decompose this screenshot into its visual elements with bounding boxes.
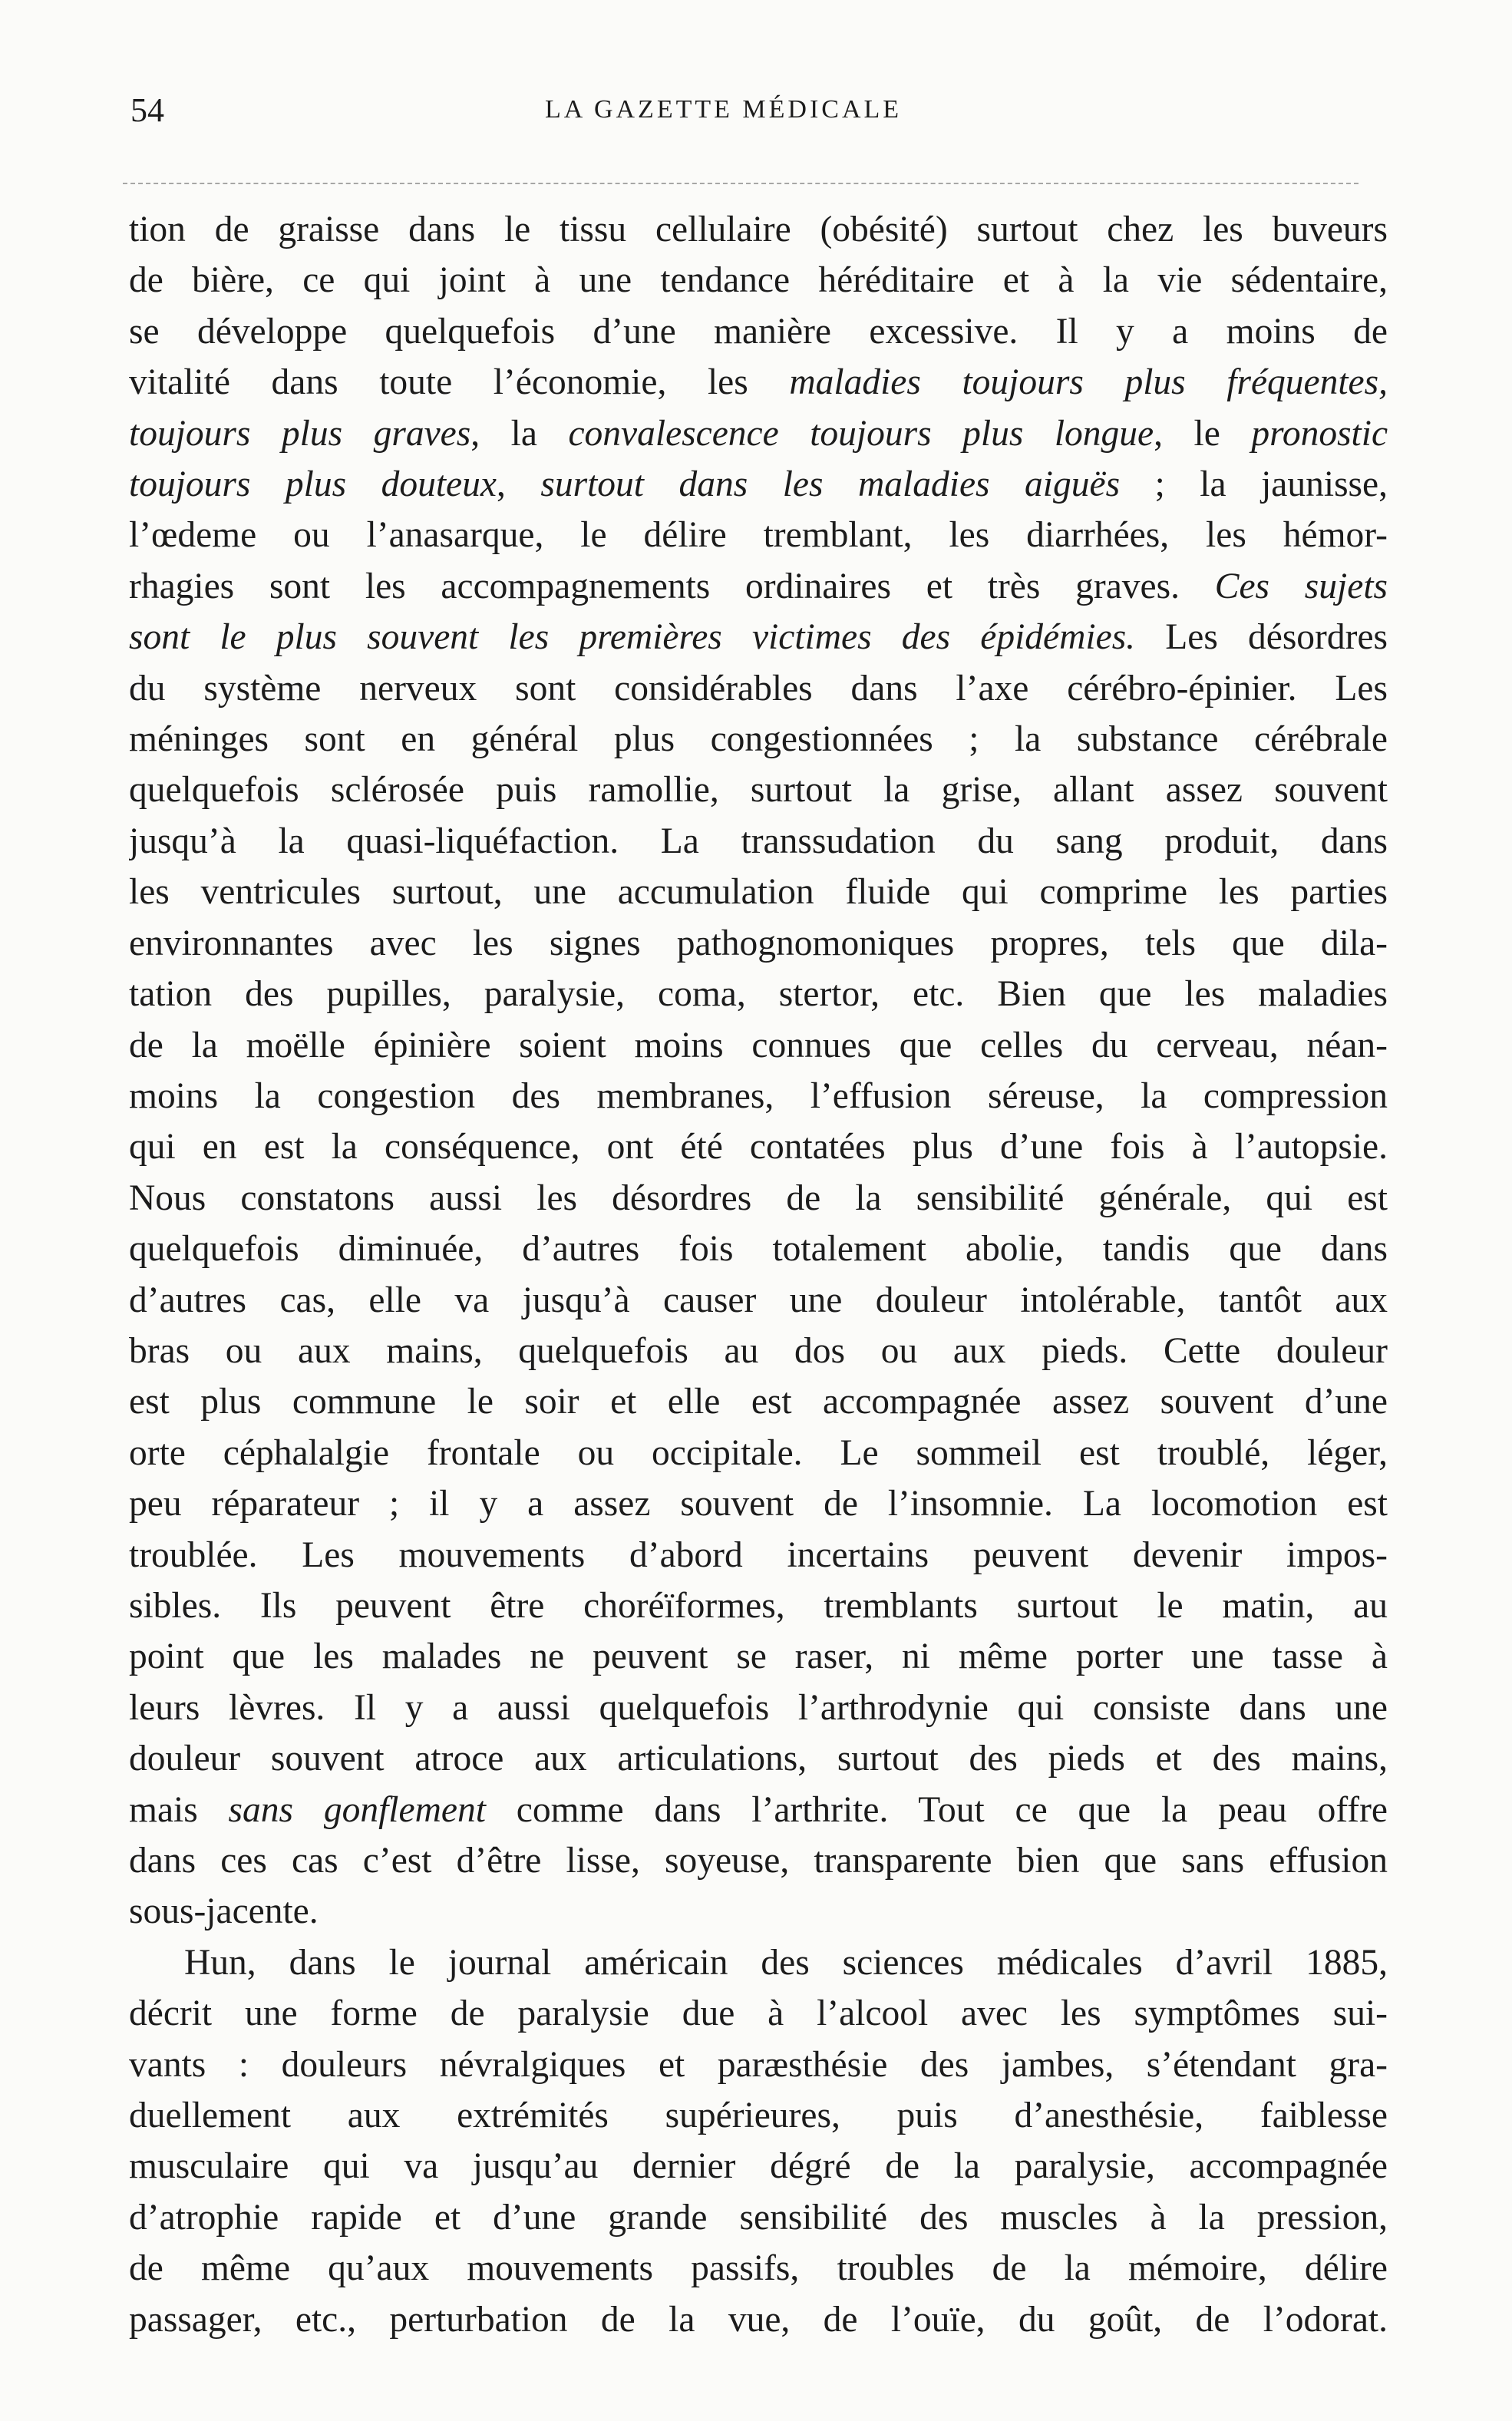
text-line: sibles. Ils peuvent être choréïformes, tremblants surtout le matin, au xyxy=(129,1585,1388,1626)
text-line: du système nerveux sont considérables dans l’axe cérébro-épinier. Les xyxy=(129,668,1388,708)
text-line: vants : douleurs névralgiques et paræsthésie des jambes, s’étendant gra- xyxy=(129,2044,1388,2085)
text-line: musculaire qui va jusqu’au dernier dégré de la paralysie, accompagnée xyxy=(129,2146,1388,2187)
italic-run: maladies toujours plus fréquentes, xyxy=(789,362,1388,403)
text-line: Nous constatons aussi les désordres de la sensibilité générale, qui est xyxy=(129,1177,1388,1218)
text-line: d’atrophie rapide et d’une grande sensibilité des muscles à la pression, xyxy=(129,2197,1388,2238)
text-line: d’autres cas, elle va jusqu’à causer une douleur intolérable, tantôt aux xyxy=(129,1280,1388,1320)
text-line: les ventricules surtout, une accumulation fluide qui comprime les parties xyxy=(129,872,1388,913)
text-line: passager, etc., perturbation de la vue, de l’ouïe, du goût, de l’odorat. xyxy=(129,2299,1388,2340)
text-line: Hun, dans le journal américain des sciences médicales d’avril 1885, xyxy=(184,1942,1388,1983)
text-line: bras ou aux mains, quelquefois au dos ou aux pieds. Cette douleur xyxy=(129,1330,1388,1371)
italic-run: toujours plus douteux xyxy=(129,464,497,505)
italic-run: surtout dans les maladies aiguës xyxy=(540,464,1121,505)
text-line: peu réparateur ; il y a assez souvent de l’insomnie. La locomotion est xyxy=(129,1484,1388,1524)
paragraph-1 xyxy=(129,204,1388,1937)
text-line: décrit une forme de paralysie due à l’alcool avec les symptômes sui- xyxy=(129,1993,1388,2034)
text-line xyxy=(129,561,1388,612)
text-line: point que les malades ne peuvent se raser, ni même porter une tasse à xyxy=(129,1637,1388,1677)
italic-run: sans gonflement xyxy=(228,1789,486,1830)
running-title: LA GAZETTE MÉDICALE xyxy=(545,95,903,124)
text-run: vitalité dans toute l’économie, les xyxy=(129,362,790,403)
body-text xyxy=(129,204,1388,2345)
text-line: se développe quelquefois d’une manière excessive. Il y a moins de xyxy=(129,311,1388,352)
text-line: troublée. Les mouvements d’abord incertains peuvent devenir impos- xyxy=(129,1534,1388,1575)
paragraph-2 xyxy=(129,1937,1388,2345)
text-line: leurs lèvres. Il y a aussi quelquefois l’arthrodynie qui consiste dans une xyxy=(129,1687,1388,1728)
text-run: comme dans l’arthrite. Tout ce que la peau offre xyxy=(485,1789,1388,1830)
text-line xyxy=(129,459,1388,510)
text-run: rhagies sont les accompagnements ordinaires et très graves. xyxy=(129,566,1215,606)
italic-run: Ces sujets xyxy=(1214,566,1388,606)
italic-run: sont le plus souvent les premières victimes des épidémies. xyxy=(129,617,1136,658)
text-line: duellement aux extrémités supérieures, puis d’anesthésie, faiblesse xyxy=(129,2096,1388,2136)
text-run: ; la jaunisse, xyxy=(1120,464,1388,505)
text-line: tion de graisse dans le tissu cellulaire (obésité) surtout chez les buveurs xyxy=(129,210,1388,249)
text-line: qui en est la conséquence, ont été contatées plus d’une fois à l’autopsie. xyxy=(129,1127,1388,1168)
text-line: quelquefois sclérosée puis ramollie, surtout la grise, allant assez souvent xyxy=(129,770,1388,811)
text-run: , la xyxy=(470,413,569,454)
text-line xyxy=(129,1785,1388,1835)
text-line: tation des pupilles, paralysie, coma, stertor, etc. Bien que les maladies xyxy=(129,974,1388,1015)
text-line: environnantes avec les signes pathognomoniques propres, tels que dila- xyxy=(129,923,1388,963)
italic-run: pronostic xyxy=(1251,413,1388,454)
text-line: méninges sont en général plus congestionnées ; la substance cérébrale xyxy=(129,719,1388,760)
text-run: Les désordres xyxy=(1135,617,1388,658)
text-line: jusqu’à la quasi-liquéfaction. La transsudation du sang produit, dans xyxy=(129,821,1388,861)
text-line xyxy=(129,357,1388,408)
text-run: mais xyxy=(129,1789,229,1830)
header-rule xyxy=(123,183,1358,184)
text-line xyxy=(129,408,1388,459)
text-run: , le xyxy=(1154,413,1252,454)
italic-run: convalescence toujours plus longue xyxy=(568,413,1154,454)
text-run: , xyxy=(496,464,541,505)
text-line: douleur souvent atroce aux articulations, surtout des pieds et des mains, xyxy=(129,1739,1388,1779)
text-line: de même qu’aux mouvements passifs, troubles de la mémoire, délire xyxy=(129,2248,1388,2289)
text-line: moins la congestion des membranes, l’effusion séreuse, la compression xyxy=(129,1075,1388,1116)
text-line: orte céphalalgie frontale ou occipitale. Le sommeil est troublé, léger, xyxy=(129,1432,1388,1473)
text-line: sous-jacente. xyxy=(129,1891,319,1932)
text-line: de la moëlle épinière soient moins connues que celles du cerveau, néan- xyxy=(129,1025,1388,1065)
text-line: dans ces cas c’est d’être lisse, soyeuse, transparente bien que sans effusion xyxy=(129,1841,1388,1881)
text-line: de bière, ce qui joint à une tendance héréditaire et à la vie sédentaire, xyxy=(129,260,1388,301)
italic-run: toujours plus graves xyxy=(129,413,471,454)
text-line xyxy=(129,612,1388,662)
text-line: l’œdeme ou l’anasarque, le délire tremblant, les diarrhées, les hémor- xyxy=(129,515,1388,556)
page-header xyxy=(130,91,1366,144)
text-line: est plus commune le soir et elle est accompagnée assez souvent d’une xyxy=(129,1382,1388,1422)
page-number: 54 xyxy=(130,91,164,129)
text-line: quelquefois diminuée, d’autres fois totalement abolie, tandis que dans xyxy=(129,1229,1388,1270)
